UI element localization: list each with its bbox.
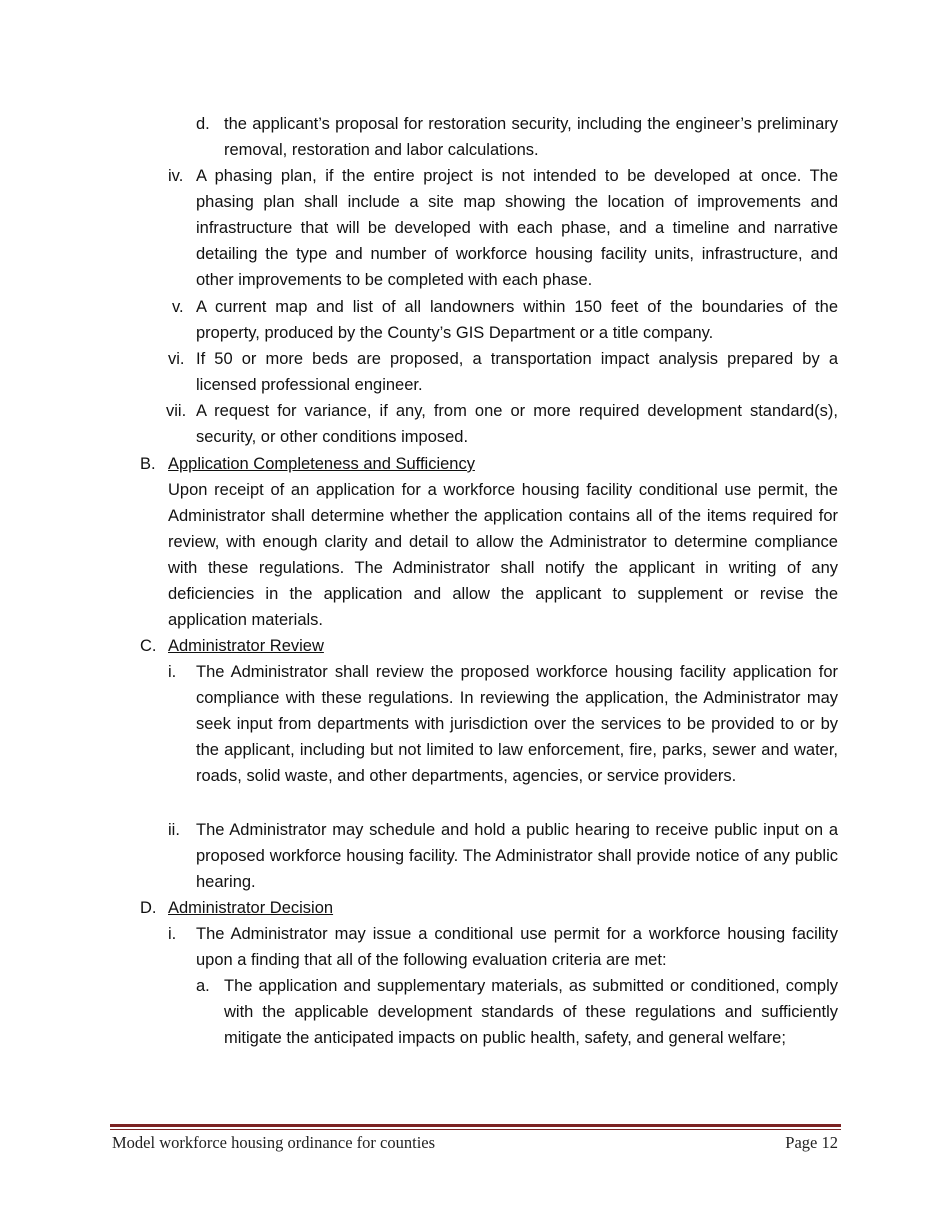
list-item-c-ii (168, 817, 838, 895)
section-c-heading (140, 633, 324, 659)
list-label: vii. (166, 402, 187, 420)
list-item-c-i (168, 659, 838, 789)
list-label: d. (196, 115, 210, 133)
list-text: The Administrator may issue a conditional use permit for a workforce housing facility upon a finding that all of the following evaluation criteria are met: (196, 925, 838, 969)
list-text: The Administrator shall review the proposed workforce housing facility application for compliance with these regulations. In reviewing the application, the Administrator may seek input from departments with jurisdiction over the services to be provided to or by the applicant, including but not limited to law enforcement, fire, parks, sewer and water, roads, solid waste, and other departments, agencies, or service providers. (196, 663, 838, 785)
list-label: i. (168, 663, 177, 681)
list-label: a. (196, 977, 210, 995)
list-text: A phasing plan, if the entire project is not intended to be developed at once. The phasing plan shall include a site map showing the location of improvements and infrastructure that will be developed with each phase, and a timeline and narrative detailing the type and number of workforce housing facility units, infrastructure, and other improvements to be completed with each phase. (196, 167, 838, 289)
section-label: B. (140, 455, 156, 473)
list-item-vii (166, 398, 838, 450)
list-item-iv (168, 163, 838, 293)
list-text: the applicant’s proposal for restoration security, including the engineer’s preliminary removal, restoration and labor calculations. (224, 115, 838, 159)
section-title: Administrator Review (168, 637, 324, 655)
list-label: v. (172, 298, 184, 316)
section-d-heading (140, 895, 334, 921)
list-label: iv. (168, 167, 184, 185)
footer-rule (110, 1124, 841, 1130)
list-item-d (196, 111, 838, 163)
page-number: Page 12 (785, 1133, 838, 1152)
list-item-vi (168, 346, 838, 398)
list-label: vi. (168, 350, 185, 368)
section-title: Application Completeness and Sufficiency (168, 455, 475, 473)
list-item-d-i (168, 921, 838, 973)
section-b-paragraph: Upon receipt of an application for a workforce housing facility conditional use permit, the Administrator shall determine whether the application contains all of the items required for review, with enough clarity and detail to allow the Administrator to determine compliance with these regulations. The Administrator shall notify the applicant in writing of any deficiencies in the application and allow the applicant to supplement or revise the application materials. (168, 481, 838, 629)
list-text: A request for variance, if any, from one or more required development standard(s), security, or other conditions imposed. (196, 402, 838, 446)
list-text: The Administrator may schedule and hold a public hearing to receive public input on a proposed workforce housing facility. The Administrator shall provide notice of any public hearing. (196, 821, 838, 891)
list-item-v (172, 294, 838, 346)
section-label: D. (140, 899, 157, 917)
footer-title: Model workforce housing ordinance for counties (112, 1133, 436, 1152)
list-text: The application and supplementary materials, as submitted or conditioned, comply with the applicable development standards of these regulations and sufficiently mitigate the anticipated impacts on public health, safety, and general welfare; (224, 977, 838, 1047)
list-label: i. (168, 925, 177, 943)
list-text: If 50 or more beds are proposed, a transportation impact analysis prepared by a licensed professional engineer. (196, 350, 838, 394)
list-item-d-a (196, 973, 838, 1051)
list-label: ii. (168, 821, 180, 839)
list-text: A current map and list of all landowners within 150 feet of the boundaries of the property, produced by the County’s GIS Department or a title company. (196, 298, 838, 342)
section-title: Administrator Decision (168, 899, 334, 917)
section-label: C. (140, 637, 157, 655)
section-b-heading (140, 451, 475, 477)
